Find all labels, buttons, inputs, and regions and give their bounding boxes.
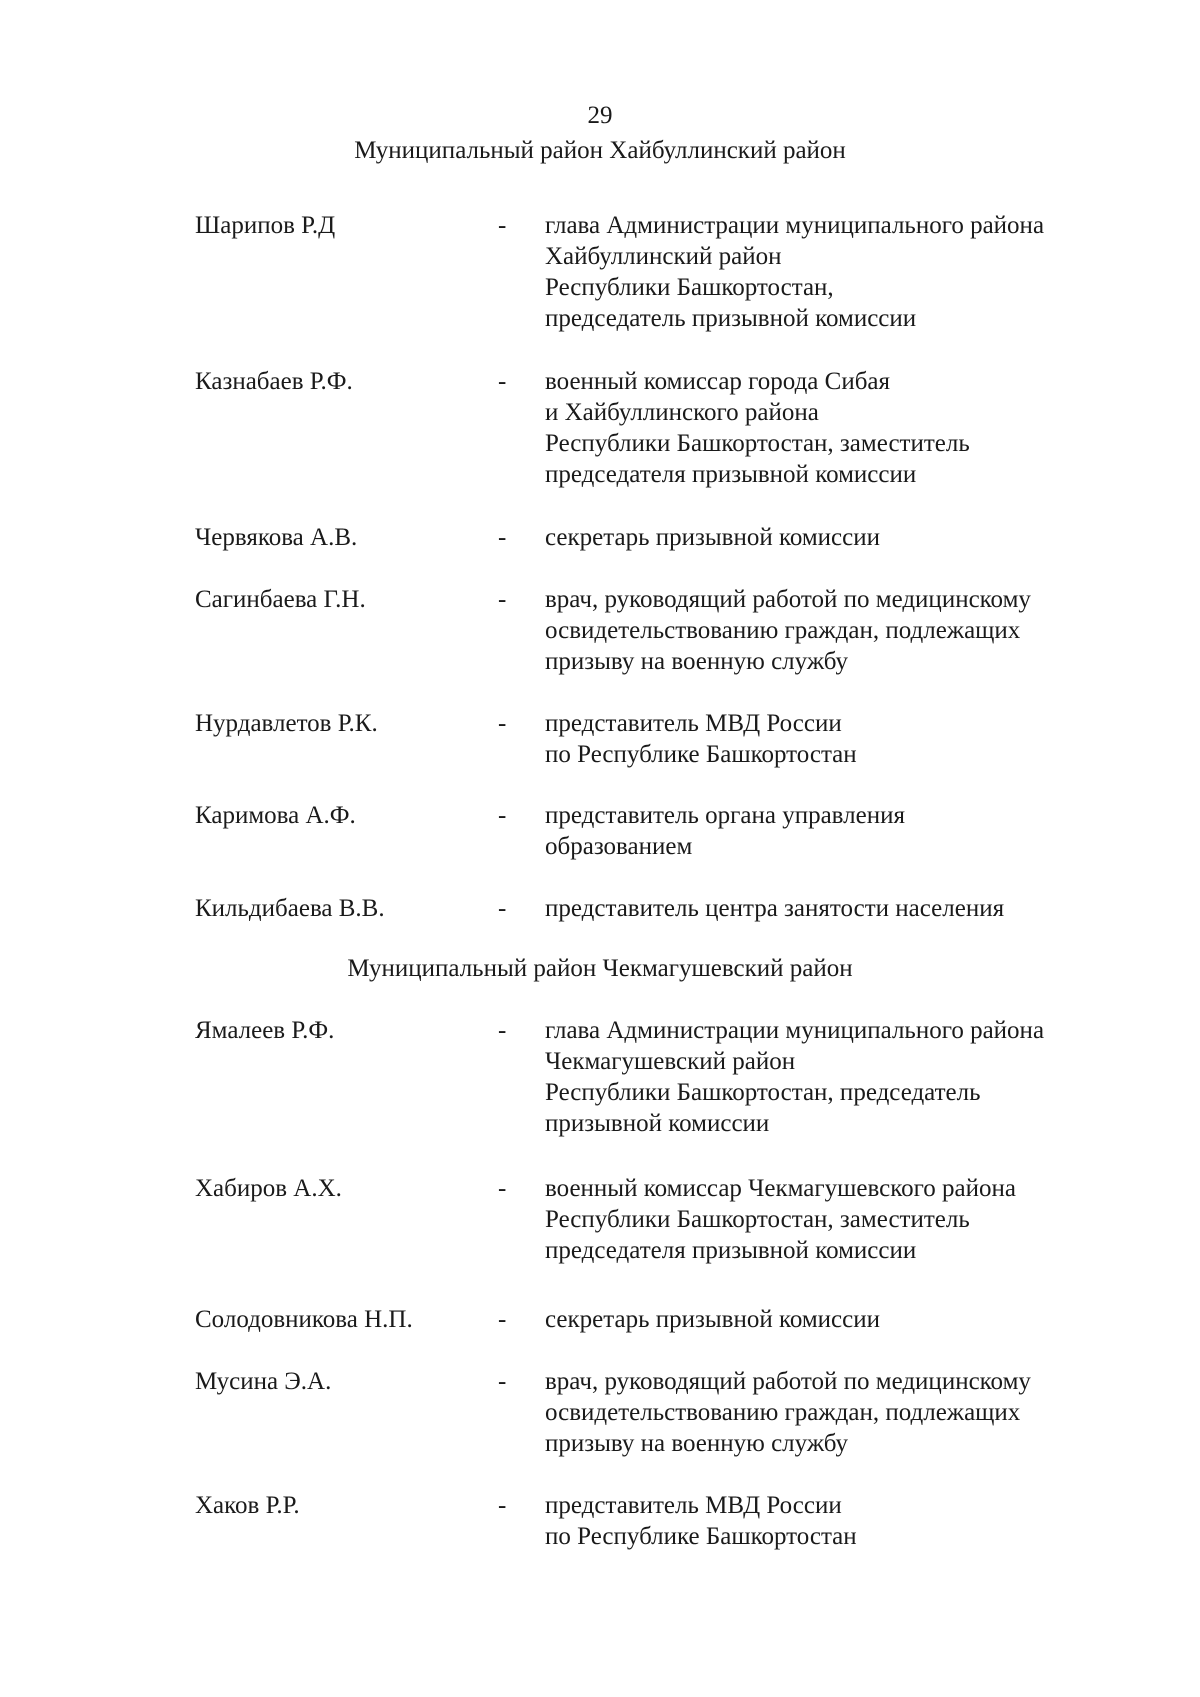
- member-role-line: по Республике Башкортостан: [545, 741, 857, 768]
- separator-dash: -: [498, 586, 507, 613]
- separator-dash: -: [498, 1017, 507, 1044]
- separator-dash: -: [498, 212, 507, 239]
- separator-dash: -: [498, 1175, 507, 1202]
- member-role-line: представитель центра занятости населения: [545, 895, 1005, 922]
- member-role: [545, 210, 1125, 334]
- member-role-line: призывной комиссии: [545, 1110, 770, 1137]
- member-role: [545, 1490, 1125, 1552]
- member-name: Мусина Э.А.: [195, 1368, 332, 1395]
- separator-dash: -: [498, 895, 507, 922]
- member-role-line: Хайбуллинский район: [545, 243, 782, 270]
- member-role: [545, 1015, 1125, 1139]
- member-role-line: представитель органа управления: [545, 802, 905, 829]
- member-role: [545, 893, 1125, 924]
- member-role: [545, 1173, 1125, 1266]
- member-role: [545, 800, 1125, 862]
- member-role: [545, 1366, 1125, 1459]
- section-title: Муниципальный район Хайбуллинский район: [354, 137, 846, 164]
- member-role-line: освидетельствованию граждан, подлежащих: [545, 1399, 1021, 1426]
- member-role-line: глава Администрации муниципального района: [545, 212, 1045, 239]
- member-role-line: председателя призывной комиссии: [545, 461, 917, 488]
- member-role-line: военный комиссар Чекмагушевского района: [545, 1175, 1016, 1202]
- member-name: Хаков Р.Р.: [195, 1492, 300, 1519]
- member-role-line: по Республике Башкортостан: [545, 1523, 857, 1550]
- member-role-line: и Хайбуллинского района: [545, 399, 819, 426]
- member-name: Нурдавлетов Р.К.: [195, 710, 378, 737]
- page-number: 29: [587, 102, 613, 129]
- member-role-line: Республики Башкортостан, председатель: [545, 1079, 981, 1106]
- member-role-line: врач, руководящий работой по медицинскому: [545, 586, 1031, 613]
- member-role-line: освидетельствованию граждан, подлежащих: [545, 617, 1021, 644]
- member-role: [545, 708, 1125, 770]
- separator-dash: -: [498, 1492, 507, 1519]
- member-role-line: призыву на военную службу: [545, 648, 849, 675]
- member-role: [545, 522, 1125, 553]
- member-role-line: представитель МВД России: [545, 710, 842, 737]
- member-role-line: глава Администрации муниципального района: [545, 1017, 1045, 1044]
- member-role-line: призыву на военную службу: [545, 1430, 849, 1457]
- member-role-line: представитель МВД России: [545, 1492, 842, 1519]
- member-name: Казнабаев Р.Ф.: [195, 368, 353, 395]
- separator-dash: -: [498, 524, 507, 551]
- member-role-line: председатель призывной комиссии: [545, 305, 917, 332]
- member-name: Червякова А.В.: [195, 524, 358, 551]
- member-role-line: председателя призывной комиссии: [545, 1237, 917, 1264]
- member-name: Солодовникова Н.П.: [195, 1306, 413, 1333]
- member-role: [545, 584, 1125, 677]
- member-name: Сагинбаева Г.Н.: [195, 586, 366, 613]
- member-role-line: врач, руководящий работой по медицинскому: [545, 1368, 1031, 1395]
- separator-dash: -: [498, 368, 507, 395]
- member-role-line: образованием: [545, 833, 693, 860]
- member-name: Хабиров А.Х.: [195, 1175, 342, 1202]
- member-role-line: секретарь призывной комиссии: [545, 1306, 881, 1333]
- member-role-line: военный комиссар города Сибая: [545, 368, 891, 395]
- section-title: Муниципальный район Чекмагушевский район: [347, 955, 853, 982]
- member-name: Кильдибаева В.В.: [195, 895, 385, 922]
- member-name: Ямалеев Р.Ф.: [195, 1017, 335, 1044]
- separator-dash: -: [498, 802, 507, 829]
- member-role-line: Республики Башкортостан, заместитель: [545, 430, 970, 457]
- member-role: [545, 1304, 1125, 1335]
- separator-dash: -: [498, 1368, 507, 1395]
- separator-dash: -: [498, 710, 507, 737]
- separator-dash: -: [498, 1306, 507, 1333]
- member-role: [545, 366, 1125, 490]
- member-role-line: Республики Башкортостан,: [545, 274, 834, 301]
- member-role-line: Республики Башкортостан, заместитель: [545, 1206, 970, 1233]
- member-name: Каримова А.Ф.: [195, 802, 356, 829]
- member-role-line: секретарь призывной комиссии: [545, 524, 881, 551]
- member-name: Шарипов Р.Д: [195, 212, 336, 239]
- member-role-line: Чекмагушевский район: [545, 1048, 796, 1075]
